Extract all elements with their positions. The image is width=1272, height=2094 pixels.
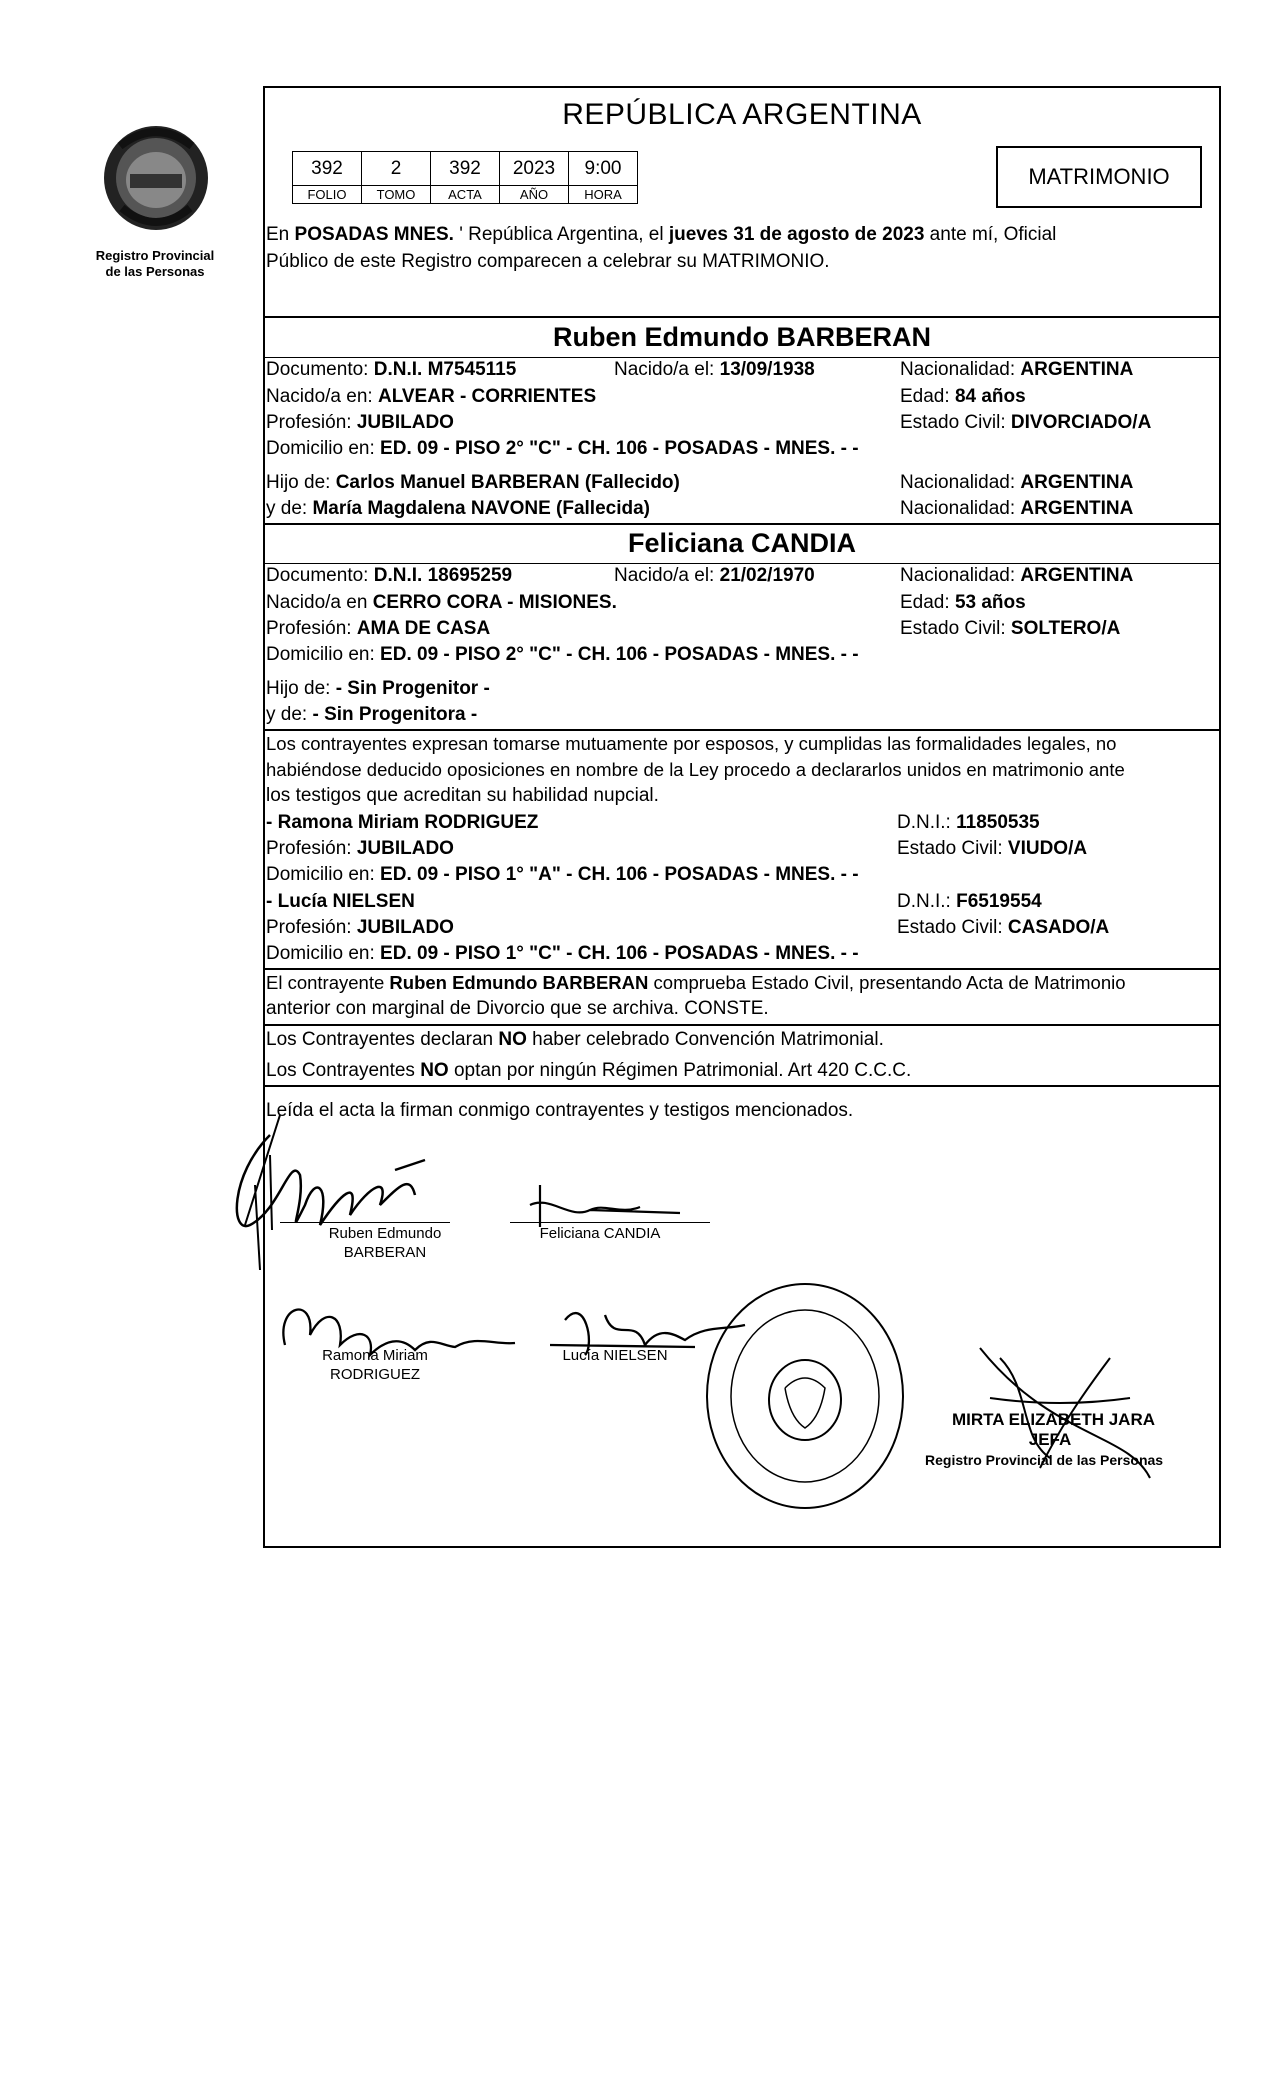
- divider: [263, 1085, 1221, 1087]
- value: NO: [420, 1060, 449, 1081]
- intro-line2: Público de este Registro comparecen a celebrar su MATRIMONIO.: [266, 251, 830, 272]
- label: Estado Civil:: [897, 838, 1003, 859]
- text: comprueba Estado Civil, presentando Acta de Matrimonio: [648, 972, 1126, 993]
- anio-label: AÑO: [500, 186, 569, 204]
- label: y de:: [266, 498, 308, 519]
- value: 11850535: [956, 812, 1040, 833]
- label: Nacido/a el:: [614, 565, 715, 586]
- folio-label: FOLIO: [293, 186, 362, 204]
- text: optan por ningún Régimen Patrimonial. Art 420 C.C.C.: [448, 1060, 912, 1081]
- label: Nacido/a el:: [614, 359, 715, 380]
- groom-profession: [266, 410, 454, 436]
- label: Nacionalidad:: [900, 472, 1016, 493]
- bride-address: [266, 642, 859, 668]
- caption-line: Ramona Miriam: [322, 1347, 428, 1364]
- value: Carlos Manuel BARBERAN (Fallecido): [335, 472, 680, 493]
- text: haber celebrado Convención Matrimonial.: [526, 1029, 884, 1050]
- official-block: [925, 1410, 1175, 1470]
- label: Domicilio en:: [266, 864, 375, 885]
- value: CERRO CORA - MISIONES.: [372, 592, 617, 613]
- value: 13/09/1938: [719, 359, 815, 380]
- value: 84 años: [954, 386, 1026, 407]
- label: Nacionalidad:: [900, 565, 1016, 586]
- civil-note-line2: anterior con marginal de Divorcio que se archiva. CONSTE.: [266, 998, 769, 1019]
- value: JUBILADO: [356, 838, 454, 859]
- anio-value: 2023: [500, 152, 569, 186]
- convention-line1: [266, 1027, 884, 1053]
- hora-value: 9:00: [569, 152, 638, 186]
- groom-birthdate: [614, 357, 815, 383]
- label: Profesión:: [266, 412, 352, 433]
- label: Edad:: [900, 386, 950, 407]
- logo-caption: [70, 248, 240, 280]
- witness2-address: [266, 941, 859, 967]
- page-title: REPÚBLICA ARGENTINA: [562, 98, 922, 131]
- text: Los Contrayentes declaran: [266, 1029, 499, 1050]
- caption-line: BARBERAN: [343, 1244, 427, 1261]
- value: DIVORCIADO/A: [1010, 412, 1152, 433]
- intro-text-a: En: [266, 224, 295, 245]
- value: ARGENTINA: [1020, 498, 1134, 519]
- official-stamp: [700, 1278, 910, 1518]
- label: Profesión:: [266, 917, 352, 938]
- label: Nacionalidad:: [900, 498, 1016, 519]
- bride-civil-status: [900, 616, 1120, 642]
- witness1-name: [266, 810, 538, 836]
- value: VIUDO/A: [1007, 838, 1088, 859]
- label: Documento:: [266, 359, 369, 380]
- label: Nacionalidad:: [900, 359, 1016, 380]
- official-name: MIRTA ELIZABETH JARA: [951, 1410, 1155, 1429]
- value: ED. 09 - PISO 1° "A" - CH. 106 - POSADAS - MNES. - -: [380, 864, 859, 885]
- label: Documento:: [266, 565, 369, 586]
- groom-father: [266, 470, 680, 496]
- value: 21/02/1970: [719, 565, 815, 586]
- value: ED. 09 - PISO 2° "C" - CH. 106 - POSADAS - MNES. - -: [380, 644, 859, 665]
- caption-line: Ruben Edmundo: [328, 1225, 442, 1242]
- value: Ruben Edmundo BARBERAN: [389, 972, 649, 993]
- witness1-profession: [266, 836, 454, 862]
- intro-line1: [266, 222, 1056, 248]
- closing-statement: Leída el acta la firman conmigo contrayentes y testigos mencionados.: [266, 1100, 854, 1121]
- folio-value: 392: [293, 152, 362, 186]
- document-type-badge: MATRIMONIO: [996, 146, 1202, 208]
- witness2-name: [266, 889, 415, 915]
- witness2-profession: [266, 915, 454, 941]
- label: Domicilio en:: [266, 644, 375, 665]
- value: ARGENTINA: [1020, 359, 1134, 380]
- groom-civil-status: [900, 410, 1151, 436]
- bride-profession: [266, 616, 490, 642]
- value: - Sin Progenitora -: [312, 704, 478, 725]
- label: Nacido/a en:: [266, 386, 373, 407]
- value: ARGENTINA: [1020, 472, 1134, 493]
- groom-age: [900, 384, 1026, 410]
- hora-label: HORA: [569, 186, 638, 204]
- groom-address: [266, 436, 859, 462]
- value: - Ramona Miriam RODRIGUEZ: [266, 812, 539, 833]
- value: NO: [498, 1029, 527, 1050]
- convention-line2: [266, 1058, 911, 1084]
- label: Estado Civil:: [897, 917, 1003, 938]
- witness1-signature-caption: [300, 1346, 450, 1384]
- label: y de:: [266, 704, 308, 725]
- label: Estado Civil:: [900, 412, 1006, 433]
- value: AMA DE CASA: [356, 618, 491, 639]
- bride-document: [266, 563, 512, 589]
- label: Domicilio en:: [266, 943, 375, 964]
- groom-name: Ruben Edmundo BARBERAN: [553, 322, 931, 352]
- witness2-dni: [897, 889, 1042, 915]
- acta-value: 392: [431, 152, 500, 186]
- label: D.N.I.:: [897, 812, 951, 833]
- registry-grid: [292, 151, 638, 204]
- groom-mother: [266, 496, 650, 522]
- value: JUBILADO: [356, 412, 454, 433]
- groom-signature-line: [280, 1222, 450, 1223]
- value: SOLTERO/A: [1010, 618, 1121, 639]
- civil-note-line1: [266, 970, 1126, 996]
- value: 53 años: [954, 592, 1026, 613]
- bride-birthplace: [266, 590, 617, 616]
- label: Domicilio en:: [266, 438, 375, 459]
- witness1-civil-status: [897, 836, 1087, 862]
- bride-signature-line: [510, 1222, 710, 1223]
- groom-nationality: [900, 357, 1133, 383]
- bride-dni: D.N.I. 18695259: [373, 565, 513, 586]
- text: El contrayente: [266, 972, 390, 993]
- groom-dni: D.N.I. M7545115: [373, 359, 517, 380]
- value: María Magdalena NAVONE (Fallecida): [312, 498, 650, 519]
- groom-birthplace: [266, 384, 596, 410]
- value: - Sin Progenitor -: [335, 678, 490, 699]
- divider: [263, 1024, 1221, 1026]
- label: Hijo de:: [266, 472, 331, 493]
- label: D.N.I.:: [897, 891, 951, 912]
- groom-signature-caption: [300, 1224, 470, 1262]
- bride-signature-caption: Feliciana CANDIA: [539, 1225, 661, 1242]
- caption-line: RODRIGUEZ: [330, 1366, 420, 1383]
- province-seal-logo: [92, 118, 220, 236]
- declaration-line2: habiéndose deducido oposiciones en nombre de la Ley procedo a declararlos unidos en matrimonio ante: [266, 759, 1125, 780]
- tomo-value: 2: [362, 152, 431, 186]
- value: CASADO/A: [1007, 917, 1110, 938]
- declaration-line1: Los contrayentes expresan tomarse mutuamente por esposos, y cumplidas las formalidades legales, no: [266, 733, 1117, 754]
- value: F6519554: [956, 891, 1042, 912]
- official-org: Registro Provincial de las Personas: [925, 1452, 1164, 1468]
- label: Profesión:: [266, 618, 352, 639]
- groom-mother-nationality: [900, 496, 1133, 522]
- groom-father-nationality: [900, 470, 1133, 496]
- logo-caption-line2: de las Personas: [105, 264, 205, 279]
- official-title: JEFA: [1028, 1430, 1072, 1449]
- bride-nationality: [900, 563, 1133, 589]
- divider: [263, 316, 1221, 318]
- witness2-civil-status: [897, 915, 1109, 941]
- bride-mother: [266, 702, 477, 728]
- divider: [263, 523, 1221, 525]
- label: Edad:: [900, 592, 950, 613]
- groom-document: [266, 357, 516, 383]
- bride-name: Feliciana CANDIA: [627, 528, 857, 558]
- acta-label: ACTA: [431, 186, 500, 204]
- value: ALVEAR - CORRIENTES: [377, 386, 597, 407]
- label: Profesión:: [266, 838, 352, 859]
- witness2-signature-caption: Lucía NIELSEN: [562, 1347, 668, 1364]
- value: ED. 09 - PISO 1° "C" - CH. 106 - POSADAS - MNES. - -: [380, 943, 859, 964]
- label: Nacido/a en: [266, 592, 368, 613]
- bride-age: [900, 590, 1026, 616]
- bride-father: [266, 676, 490, 702]
- value: ED. 09 - PISO 2° "C" - CH. 106 - POSADAS - MNES. - -: [380, 438, 859, 459]
- label: Estado Civil:: [900, 618, 1006, 639]
- intro-place: POSADAS MNES.: [294, 224, 454, 245]
- bride-birthdate: [614, 563, 815, 589]
- value: ARGENTINA: [1020, 565, 1134, 586]
- declaration-line3: los testigos que acreditan su habilidad nupcial.: [266, 785, 659, 806]
- intro-text-c: ante mí, Oficial: [924, 224, 1057, 245]
- text: Los Contrayentes: [266, 1060, 421, 1081]
- logo-caption-line1: Registro Provincial: [95, 248, 215, 263]
- value: - Lucía NIELSEN: [266, 891, 415, 912]
- witness1-address: [266, 862, 859, 888]
- witness1-dni: [897, 810, 1040, 836]
- intro-text-b: ' República Argentina, el: [453, 224, 669, 245]
- value: JUBILADO: [356, 917, 454, 938]
- label: Hijo de:: [266, 678, 331, 699]
- tomo-label: TOMO: [362, 186, 431, 204]
- intro-date: jueves 31 de agosto de 2023: [668, 224, 925, 245]
